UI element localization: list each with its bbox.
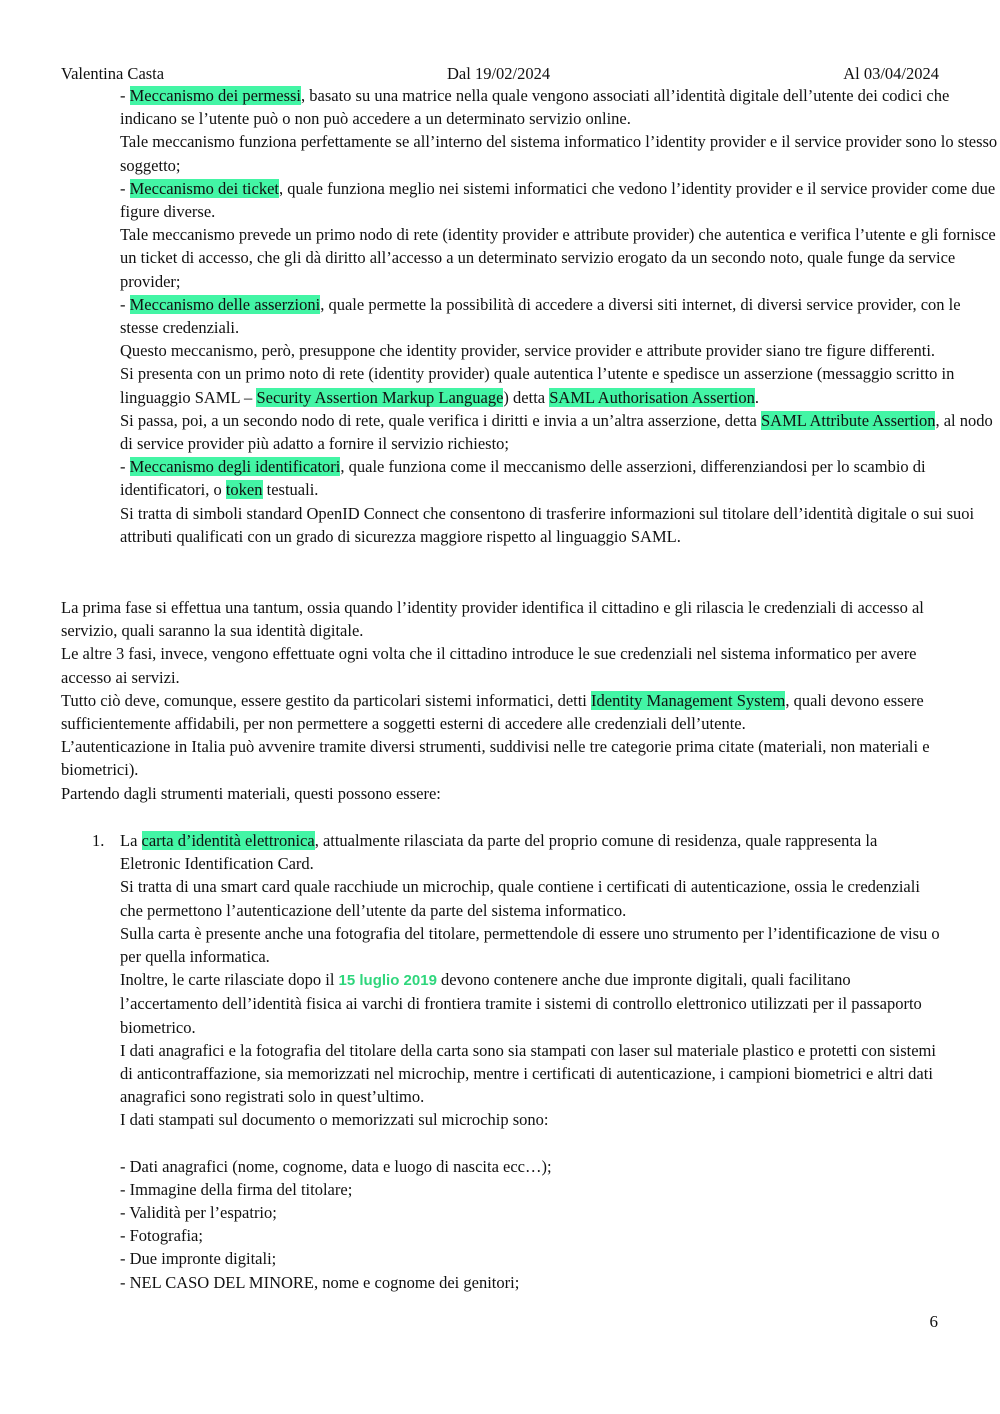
bullet-item: - NEL CASO DEL MINORE, nome e cognome dei genitori; (120, 1272, 520, 1292)
paragraph: La prima fase si effettua una tantum, ossia quando l’identity provider identifica il cittadino e gli rilascia le credenziali di accesso al servizio, quali saranno la sua identità digitale. (61, 598, 924, 641)
paragraph: Tale meccanismo funziona perfettamente se all’interno del sistema informatico l’identity provider e il service provider sono lo stesso soggetto; (120, 132, 998, 175)
paragraph: - Meccanismo degli identificatori, quale funziona come il meccanismo delle asserzioni, differenziandosi per lo scambio di identificatori, o token testuali. (120, 457, 926, 500)
paragraph: Si tratta di simboli standard OpenID Connect che consentono di trasferire informazioni sul titolare dell’identità digitale o sui suoi attributi qualificati con un grado di sicurezza maggiore rispetto al linguaggio SAML. (120, 503, 975, 546)
paragraph: Sulla carta è presente anche una fotografia del titolare, permettendole di essere uno strumento per l’identificazione de visu o per quella informatica. (120, 923, 940, 967)
header-date-from: Dal 19/02/2024 (447, 64, 551, 83)
bullet-item: - Immagine della firma del titolare; (120, 1179, 353, 1199)
highlight: Meccanismo delle asserzioni (129, 294, 321, 314)
highlight: Identity Management System (591, 690, 786, 710)
bullet-item: - Fotografia; (120, 1226, 203, 1246)
list-item (120, 829, 940, 1294)
header-author: Valentina Casta (61, 64, 165, 83)
bullet-item: - Due impronte digitali; (120, 1249, 277, 1269)
paragraph: La carta d’identità elettronica, attualmente rilasciata da parte del proprio comune di residenza, quale rappresenta la Eletronic Identification Card. (120, 831, 878, 874)
paragraph: Si presenta con un primo noto di rete (identity provider) quale autentica l’utente e spedisce un asserzione (messaggio scritto in linguaggio SAML – Security Assertion Markup Language) detta SAML Authorisation Assertion. (120, 364, 955, 407)
paragraph: I dati stampati sul documento o memorizzati sul microchip sono: (120, 1110, 549, 1130)
paragraph: - Meccanismo delle asserzioni, quale permette la possibilità di accedere a diversi siti internet, di diversi service provider, con le stesse credenziali. (120, 294, 961, 338)
paragraph: Le altre 3 fasi, invece, vengono effettuate ogni volta che il cittadino introduce le sue credenziali nel sistema informatico per avere accesso ai servizi. (61, 644, 917, 687)
phases-section (61, 596, 941, 805)
paragraph: - Meccanismo dei permessi, basato su una matrice nella quale vengono associati all’identità digitale dell’utente dei codici che indicano se l’utente può o non può accedere a un determinato servizio online. (120, 86, 950, 129)
highlighted-date: 15 luglio 2019 (338, 972, 437, 990)
page-number: 6 (929, 1312, 938, 1331)
paragraph: Questo meccanismo, però, presuppone che identity provider, service provider e attribute provider siano tre figure differenti. (120, 341, 936, 361)
list-number: 1. (92, 831, 105, 850)
highlight: Security Assertion Markup Language (256, 387, 504, 407)
header-date-to: Al 03/04/2024 (843, 64, 939, 83)
paragraph: Partendo dagli strumenti materiali, questi possono essere: (61, 783, 441, 803)
spacer (120, 1132, 940, 1155)
paragraph: Tale meccanismo prevede un primo nodo di rete (identity provider e attribute provider) che autentica e verifica l’utente e gli fornisce un ticket di accesso, che gli dà diritto all’accesso a un determinato servizio erogato da un secondo noto, quale funge da service provider; (120, 225, 996, 291)
paragraph: I dati anagrafici e la fotografia del titolare della carta sono sia stampati con laser sul materiale plastico e protetti con sistemi di anticontraffazione, sia memorizzati nel microchip, mentre i certificati di autenticazione, i campioni biometrici e altri dati anagrafici sono registrati solo in quest’ultimo. (120, 1040, 936, 1107)
highlight: SAML Authorisation Assertion (549, 387, 755, 407)
highlight: token (225, 480, 263, 500)
highlight: Meccanismo dei permessi (129, 86, 301, 105)
page-header (61, 62, 939, 84)
bullet-item: - Dati anagrafici (nome, cognome, data e luogo di nascita ecc…); (120, 1156, 552, 1176)
paragraph: L’autenticazione in Italia può avvenire tramite diversi strumenti, suddivisi nelle tre categorie prima citate (materiali, non materiali e biometrici). (61, 737, 930, 780)
highlight: SAML Attribute Assertion (761, 410, 936, 430)
highlight: Meccanismo dei ticket (129, 178, 279, 198)
paragraph: Si passa, poi, a un secondo nodo di rete, quale verifica i diritti e invia a un’altra asserzione, detta SAML Attribute Assertion, al nodo di service provider più adatto a fornire il servizio richiesto; (120, 410, 993, 454)
bullet-item: - Validità per l’espatrio; (120, 1203, 277, 1223)
paragraph: Tutto ciò deve, comunque, essere gestito da particolari sistemi informatici, detti Identity Management System, quali devono essere sufficientemente affidabili, per non permettere a soggetti esterni di accedere alle credenziali dell’utente. (61, 690, 924, 734)
paragraph: Inoltre, le carte rilasciate dopo il 15 luglio 2019 devono contenere anche due impronte digitali, quali facilitano l’accertamento dell’identità fisica ai varchi di frontiera tramite i sistemi di controllo elettronico utilizzati per il passaporto biometrico. (120, 970, 922, 1037)
highlight: Meccanismo degli identificatori (129, 457, 341, 477)
paragraph: - Meccanismo dei ticket, quale funziona meglio nei sistemi informatici che vedono l’identity provider e il service provider come due figure diverse. (120, 178, 996, 222)
mechanisms-section (61, 84, 1000, 548)
paragraph: Si tratta di una smart card quale racchiude un microchip, quale contiene i certificati di autenticazione, ossia le credenziali che permettono l’autenticazione dell’utente da parte del sistema informatico. (120, 877, 920, 920)
highlight: carta d’identità elettronica (141, 831, 315, 850)
